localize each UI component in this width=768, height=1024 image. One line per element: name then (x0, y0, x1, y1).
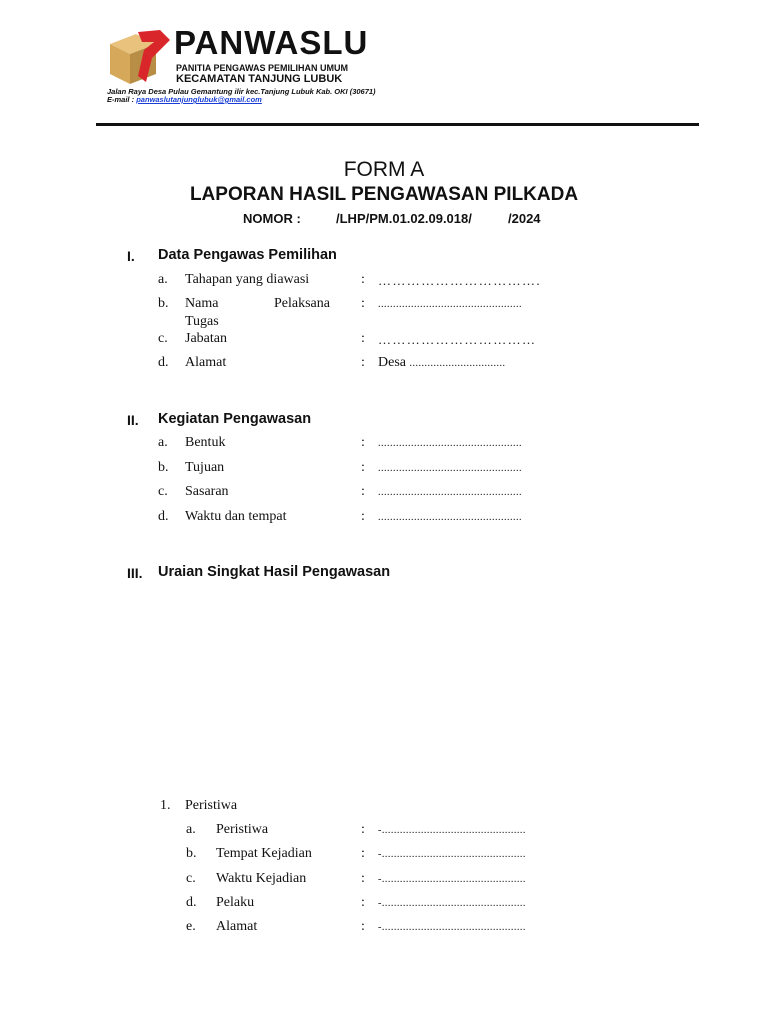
s1-item-a-colon: : (361, 272, 365, 287)
s2-item-d-label: Waktu dan tempat (185, 509, 287, 524)
s2-item-b-value: ................................................ (378, 463, 522, 474)
s3-item-e-colon: : (361, 919, 365, 934)
header-divider (96, 123, 699, 126)
s3-item-b-colon: : (361, 846, 365, 861)
s3-item-c-value: -................................................ (378, 874, 526, 885)
s1-item-b-label-word1: Nama (185, 296, 219, 311)
org-name: PANWASLU (174, 24, 369, 61)
s3-item-b-letter: b. (186, 846, 197, 861)
office-address: Jalan Raya Desa Pulau Gemantung ilir kec.Tanjung Lubuk Kab. OKI (30671) (107, 87, 376, 96)
s3-item-a-colon: : (361, 822, 365, 837)
s1-item-d-colon: : (361, 355, 365, 370)
section-3-number: III. (127, 565, 143, 581)
s1-item-b-letter: b. (158, 296, 169, 311)
s3-item-a-label: Peristiwa (216, 822, 269, 837)
section-3-title: Uraian Singkat Hasil Pengawasan (158, 564, 391, 580)
s3-item-e-label: Alamat (216, 919, 258, 934)
section-1-number: I. (127, 248, 135, 264)
nomor-label: NOMOR : (243, 211, 301, 226)
s1-item-b-label-line2: Tugas (185, 314, 219, 329)
s1-item-b-value: ................................................ (378, 299, 522, 310)
s1-item-c-letter: c. (158, 331, 168, 346)
s2-item-b-colon: : (361, 460, 365, 475)
s1-item-d-value-prefix: Desa (378, 355, 406, 370)
s2-item-c-value: ................................................ (378, 487, 522, 498)
s1-item-c-label: Jabatan (185, 331, 227, 346)
s3-item-d-colon: : (361, 895, 365, 910)
s3-item-a-letter: a. (186, 822, 196, 837)
s3-item-d-value: -................................................ (378, 898, 526, 909)
report-title: LAPORAN HASIL PENGAWASAN PILKADA (189, 184, 579, 205)
s3-sub-number: 1. (160, 798, 171, 813)
s2-item-c-label: Sasaran (185, 484, 229, 499)
s1-item-b-label-word2: Pelaksana (274, 296, 330, 311)
s2-item-c-letter: c. (158, 484, 168, 499)
s1-item-d-value-row (378, 355, 506, 371)
s3-item-d-letter: d. (186, 895, 197, 910)
org-subtitle: PANITIA PENGAWAS PEMILIHAN UMUM (176, 63, 349, 73)
s1-item-d-value: ................................ (409, 358, 506, 369)
nomor-year: /2024 (508, 211, 541, 226)
email-label: E-mail : (107, 95, 135, 104)
s1-item-c-colon: : (361, 331, 365, 346)
s3-item-c-colon: : (361, 871, 365, 886)
s2-item-a-label: Bentuk (185, 435, 226, 450)
s3-item-b-value: -................................................ (378, 849, 526, 860)
panwaslu-logo-icon (108, 30, 172, 86)
s3-item-d-label: Pelaku (216, 895, 255, 910)
s3-sub-title: Peristiwa (185, 798, 238, 813)
email-row (107, 95, 262, 104)
s3-item-c-letter: c. (186, 871, 196, 886)
s1-item-a-letter: a. (158, 272, 168, 287)
section-2-title: Kegiatan Pengawasan (158, 411, 312, 427)
section-2-number: II. (127, 412, 139, 428)
s1-item-b-colon: : (361, 296, 365, 311)
s3-item-e-value: -................................................ (378, 922, 526, 933)
nomor-code: /LHP/PM.01.02.09.018/ (336, 211, 472, 226)
s2-item-a-value: ................................................ (378, 438, 522, 449)
s3-item-e-letter: e. (186, 919, 196, 934)
section-1-title: Data Pengawas Pemilihan (158, 247, 337, 263)
form-title: FORM A (343, 158, 425, 181)
s3-item-a-value: -................................................ (378, 825, 526, 836)
s2-item-d-colon: : (361, 509, 365, 524)
s1-item-d-label: Alamat (185, 355, 227, 370)
s1-item-a-label: Tahapan yang diawasi (185, 272, 310, 287)
s3-item-c-label: Waktu Kejadian (216, 871, 307, 886)
s2-item-d-letter: d. (158, 509, 169, 524)
s2-item-c-colon: : (361, 484, 365, 499)
s2-item-b-label: Tujuan (185, 460, 225, 475)
s2-item-a-colon: : (361, 435, 365, 450)
s1-item-c-value: …………………………… (378, 332, 537, 347)
s1-item-a-value: ……………………………. (378, 273, 542, 288)
s2-item-d-value: ................................................ (378, 512, 522, 523)
s1-item-d-letter: d. (158, 355, 169, 370)
s2-item-b-letter: b. (158, 460, 169, 475)
email-link[interactable]: panwaslutanjunglubuk@gmail.com (136, 95, 262, 104)
s2-item-a-letter: a. (158, 435, 168, 450)
kecamatan-name: KECAMATAN TANJUNG LUBUK (176, 73, 343, 85)
s3-item-b-label: Tempat Kejadian (216, 846, 312, 861)
